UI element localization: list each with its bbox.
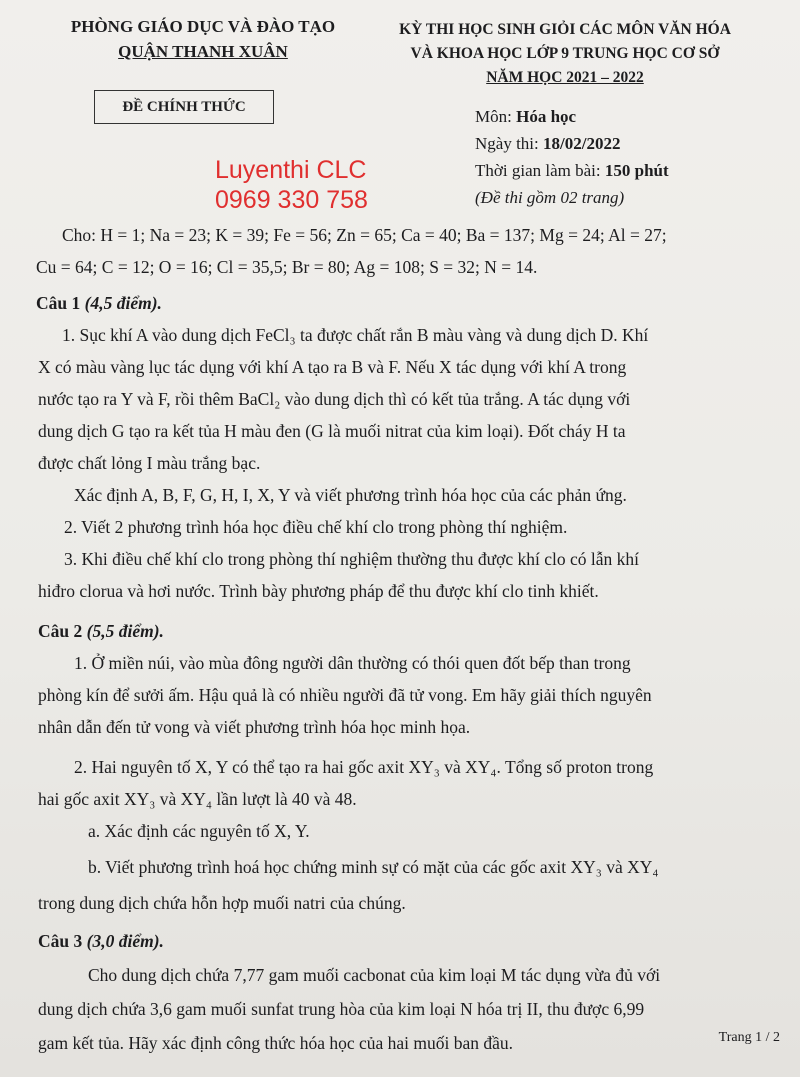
school-year: NĂM HỌC 2021 – 2022 xyxy=(486,69,644,86)
question-3-heading: Câu 3 (3,0 điểm). xyxy=(38,931,164,951)
subject-line: Môn: Hóa học xyxy=(475,107,577,126)
q1-text-line: hiđro clorua và hơi nước. Trình bày phương pháp để thu được khí clo tinh khiết. xyxy=(38,581,599,601)
date-line: Ngày thi: 18/02/2022 xyxy=(475,134,621,153)
q2-text-line: 1. Ở miền núi, vào mùa đông người dân thường có thói quen đốt bếp than trong xyxy=(74,653,631,673)
pages-note: (Đề thi gồm 02 trang) xyxy=(475,188,625,207)
q1-text-line: 3. Khi điều chế khí clo trong phòng thí nghiệm thường thu được khí clo có lẫn khí xyxy=(64,549,640,569)
q3-text-line: Cho dung dịch chứa 7,77 gam muối cacbonat của kim loại M tác dụng vừa đủ với xyxy=(88,965,661,985)
question-2-heading: Câu 2 (5,5 điểm). xyxy=(38,621,164,641)
q3-text-line: gam kết tủa. Hãy xác định công thức hóa học của hai muối ban đầu. xyxy=(38,1033,514,1053)
atomic-masses-line-2: Cu = 64; C = 12; O = 16; Cl = 35,5; Br = 80; Ag = 108; S = 32; N = 14. xyxy=(36,257,538,277)
q2-text-line: nhân dẫn đến tử vong và viết phương trình hóa học minh họa. xyxy=(38,717,471,737)
watermark xyxy=(215,155,368,215)
q1-text-line: nước tạo ra Y và F, rồi thêm BaCl₂ vào dung dịch thì có kết tủa trắng. A tác dụng với xyxy=(38,389,631,409)
q2-text-line: a. Xác định các nguyên tố X, Y. xyxy=(88,821,310,841)
q1-text-line: Xác định A, B, F, G, H, I, X, Y và viết phương trình hóa học của các phản ứng. xyxy=(74,485,627,505)
q2-text-line: hai gốc axit XY₃ và XY₄ lần lượt là 40 và 48. xyxy=(38,789,357,809)
exam-title-line-1: KỲ THI HỌC SINH GIỎI CÁC MÔN VĂN HÓA xyxy=(399,21,731,38)
department-name: PHÒNG GIÁO DỤC VÀ ĐÀO TẠO xyxy=(70,17,336,36)
q2-text-line: trong dung dịch chứa hỗn hợp muối natri của chúng. xyxy=(38,893,406,913)
duration-line: Thời gian làm bài: 150 phút xyxy=(475,161,669,180)
issuer-header xyxy=(58,14,348,64)
watermark-phone: 0969 330 758 xyxy=(215,186,368,214)
q2-text-line: phòng kín để sưởi ấm. Hậu quả là có nhiều người đã tử vong. Em hãy giải thích nguyên xyxy=(38,685,652,705)
district-name: QUẬN THANH XUÂN xyxy=(118,42,288,61)
exam-title-line-2: VÀ KHOA HỌC LỚP 9 TRUNG HỌC CƠ SỞ xyxy=(410,45,720,62)
watermark-name: Luyenthi CLC xyxy=(215,156,367,184)
question-1-heading: Câu 1 (4,5 điểm). xyxy=(36,293,162,313)
page-number: Trang 1 / 2 xyxy=(718,1030,780,1045)
q1-text-line: được chất lỏng I màu trắng bạc. xyxy=(38,453,261,473)
q3-text-line: dung dịch chứa 3,6 gam muối sunfat trung hòa của kim loại N hóa trị II, thu được 6,99 xyxy=(38,999,645,1019)
q1-text-line: 1. Sục khí A vào dung dịch FeCl₃ ta được chất rắn B màu vàng và dung dịch D. Khí xyxy=(62,325,649,345)
atomic-masses-line-1: Cho: H = 1; Na = 23; K = 39; Fe = 56; Zn = 65; Ca = 40; Ba = 137; Mg = 24; Al = 27; xyxy=(62,225,667,245)
q2-text-line: 2. Hai nguyên tố X, Y có thể tạo ra hai gốc axit XY₃ và XY₄. Tổng số proton trong xyxy=(74,757,654,777)
exam-meta xyxy=(475,103,669,211)
q1-text-line: 2. Viết 2 phương trình hóa học điều chế khí clo trong phòng thí nghiệm. xyxy=(64,517,568,537)
q2-text-line: b. Viết phương trình hoá học chứng minh sự có mặt của các gốc axit XY₃ và XY₄ xyxy=(88,857,659,877)
q1-text-line: X có màu vàng lục tác dụng với khí A tạo ra B và F. Nếu X tác dụng với khí A trong xyxy=(38,357,627,377)
official-exam-box: ĐỀ CHÍNH THỨC xyxy=(94,90,274,124)
q1-text-line: dung dịch G tạo ra kết tủa H màu đen (G là muối nitrat của kim loại). Đốt cháy H ta xyxy=(38,421,626,441)
exam-title xyxy=(355,18,775,90)
